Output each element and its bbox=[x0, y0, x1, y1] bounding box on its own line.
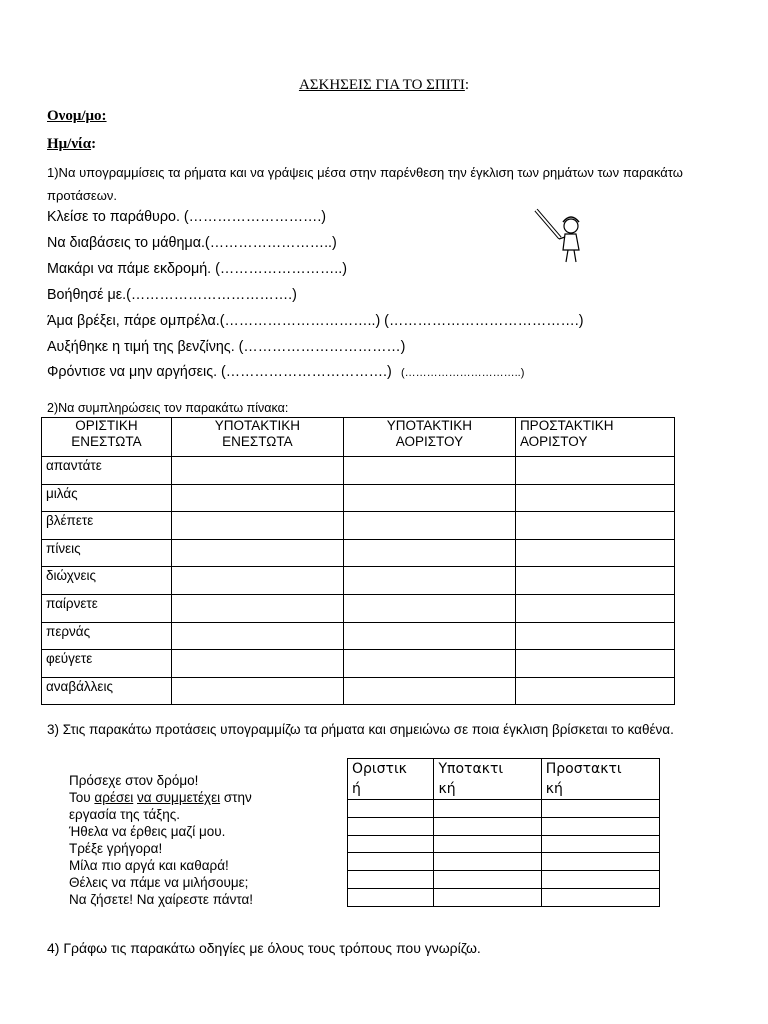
sentence-text: Μίλα πιο αργά και καθαρά! bbox=[69, 858, 229, 873]
table-row bbox=[42, 594, 675, 622]
exercise1-sentence bbox=[47, 287, 297, 303]
answer-cell[interactable] bbox=[541, 871, 659, 889]
answer-cell[interactable] bbox=[515, 594, 674, 622]
answer-cell[interactable] bbox=[348, 800, 434, 818]
exercise1-sentence bbox=[47, 313, 584, 329]
answer-cell[interactable] bbox=[348, 817, 434, 835]
sentence-text: Βοήθησέ με.(…………………………….) bbox=[47, 287, 297, 303]
answer-cell[interactable] bbox=[515, 650, 674, 678]
answer-cell[interactable] bbox=[434, 853, 541, 871]
answer-cell[interactable] bbox=[343, 594, 515, 622]
exercise2-instruction: 2)Να συμπληρώσεις τον παρακάτω πίνακα: bbox=[47, 401, 289, 415]
sentence-text: Αυξήθηκε η τιμή της βενζίνης. (……………………………) bbox=[47, 339, 406, 355]
column-header: ΟΡΙΣΤΙΚΗ ΕΝΕΣΤΩΤΑ bbox=[42, 418, 172, 457]
underlined-verb: αρέσει bbox=[94, 790, 134, 805]
name-label: Ονομ/μο: bbox=[47, 108, 107, 124]
table-row bbox=[42, 512, 675, 540]
conjugation-table bbox=[41, 417, 675, 705]
column-header: Προστακτι κή bbox=[541, 759, 659, 800]
answer-cell[interactable] bbox=[541, 800, 659, 818]
answer-cell[interactable] bbox=[541, 853, 659, 871]
answer-cell[interactable] bbox=[171, 677, 343, 705]
answer-cell[interactable] bbox=[434, 871, 541, 889]
answer-cell[interactable] bbox=[348, 888, 434, 906]
sentence-text: Του bbox=[69, 790, 95, 805]
table-row bbox=[42, 677, 675, 705]
answer-cell[interactable] bbox=[348, 853, 434, 871]
exercise3-sentence bbox=[69, 789, 253, 806]
answer-cell[interactable] bbox=[541, 888, 659, 906]
answer-cell[interactable] bbox=[515, 484, 674, 512]
answer-cell[interactable] bbox=[171, 457, 343, 485]
table-row bbox=[348, 835, 660, 853]
answer-cell[interactable] bbox=[343, 539, 515, 567]
verb-cell: απαντάτε bbox=[42, 457, 172, 485]
mood-table bbox=[347, 758, 660, 907]
date-label: Ημ/νία: bbox=[47, 136, 97, 152]
column-header: Οριστικ ή bbox=[348, 759, 434, 800]
sentence-text: Θέλεις να πάμε να μιλήσουμε; bbox=[69, 875, 249, 890]
answer-cell[interactable] bbox=[515, 677, 674, 705]
answer-cell[interactable] bbox=[343, 650, 515, 678]
sentence-text: Φρόντισε να μην αργήσεις. (…………………………….) bbox=[47, 364, 392, 380]
table-row bbox=[348, 817, 660, 835]
answer-cell[interactable] bbox=[171, 512, 343, 540]
sentence-text: Μακάρι να πάμε εκδρομή. (……………………..) bbox=[47, 261, 347, 277]
sentence-text: Να ζήσετε! Να χαίρεστε πάντα! bbox=[69, 892, 254, 907]
exercise1-sentence bbox=[47, 209, 326, 225]
table-header-row bbox=[348, 759, 660, 800]
exercise3-sentences bbox=[69, 772, 253, 908]
table-row bbox=[42, 622, 675, 650]
answer-cell[interactable] bbox=[343, 677, 515, 705]
answer-blank[interactable]: (…………………………..) bbox=[391, 367, 525, 379]
exercise1-sentence bbox=[47, 235, 337, 251]
answer-cell[interactable] bbox=[343, 512, 515, 540]
table-row bbox=[348, 871, 660, 889]
sentence-text: Να διαβάσεις το μάθημα.(……………………..) bbox=[47, 235, 337, 251]
underlined-verb: να συμμετέχει bbox=[137, 790, 221, 805]
answer-cell[interactable] bbox=[343, 567, 515, 595]
exercise1-sentence bbox=[47, 339, 405, 355]
table-row bbox=[42, 650, 675, 678]
table-row bbox=[42, 484, 675, 512]
answer-cell[interactable] bbox=[515, 567, 674, 595]
verb-cell: βλέπετε bbox=[42, 512, 172, 540]
sentence-text: Πρόσεχε στον δρόμο! bbox=[69, 773, 199, 788]
column-header: ΠΡΟΣΤΑΚΤΙΚΗ ΑΟΡΙΣΤΟΥ bbox=[515, 418, 674, 457]
exercise3-sentence bbox=[69, 772, 253, 789]
answer-cell[interactable] bbox=[171, 650, 343, 678]
exercise4-instruction: 4) Γράφω τις παρακάτω οδηγίες με όλους τους τρόπους που γνωρίζω. bbox=[47, 940, 481, 956]
table-row bbox=[348, 800, 660, 818]
verb-cell: πίνεις bbox=[42, 539, 172, 567]
table-row bbox=[348, 853, 660, 871]
answer-cell[interactable] bbox=[171, 567, 343, 595]
table-row bbox=[42, 567, 675, 595]
exercise3-sentence bbox=[69, 823, 253, 840]
answer-cell[interactable] bbox=[541, 817, 659, 835]
exercise1-instruction: 1)Να υπογραμμίσεις τα ρήματα και να γράψεις μέσα στην παρένθεση την έγκλιση των ρημάτων των παρακάτω προτάσεων. bbox=[47, 165, 683, 203]
exercise3-instruction: 3) Στις παρακάτω προτάσεις υπογραμμίζω τα ρήματα και σημειώνω σε ποια έγκλιση βρίσκεται το καθένα. bbox=[47, 722, 674, 737]
exercise3-sentence bbox=[69, 806, 253, 823]
sentence-text: στην bbox=[220, 790, 252, 805]
answer-cell[interactable] bbox=[515, 539, 674, 567]
exercise3-sentence bbox=[69, 840, 253, 857]
answer-cell[interactable] bbox=[434, 817, 541, 835]
answer-cell[interactable] bbox=[434, 835, 541, 853]
column-header: ΥΠΟΤΑΚΤΙΚΗ ΕΝΕΣΤΩΤΑ bbox=[171, 418, 343, 457]
answer-cell[interactable] bbox=[343, 484, 515, 512]
answer-cell[interactable] bbox=[348, 835, 434, 853]
sentence-text: Άμα βρέξει, πάρε ομπρέλα.(…………………………..) (………………………………….) bbox=[47, 313, 584, 329]
verb-cell: διώχνεις bbox=[42, 567, 172, 595]
answer-cell[interactable] bbox=[343, 622, 515, 650]
table-row bbox=[42, 457, 675, 485]
exercise3-sentence bbox=[69, 891, 253, 908]
sentence-text: εργασία της τάξης. bbox=[69, 807, 180, 822]
sentence-text: Τρέξε γρήγορα! bbox=[69, 841, 163, 856]
verb-cell: περνάς bbox=[42, 622, 172, 650]
sentence-text: Κλείσε το παράθυρο. (……………………….) bbox=[47, 209, 327, 225]
verb-cell: φεύγετε bbox=[42, 650, 172, 678]
verb-cell: παίρνετε bbox=[42, 594, 172, 622]
table-row bbox=[348, 888, 660, 906]
column-header: Υποτακτι κή bbox=[434, 759, 541, 800]
exercise1-sentence bbox=[47, 364, 524, 380]
answer-cell[interactable] bbox=[515, 457, 674, 485]
cartoon-girl-with-pencil-icon bbox=[530, 204, 590, 266]
answer-cell[interactable] bbox=[171, 594, 343, 622]
verb-cell: αναβάλλεις bbox=[42, 677, 172, 705]
answer-cell[interactable] bbox=[434, 888, 541, 906]
answer-cell[interactable] bbox=[348, 871, 434, 889]
answer-cell[interactable] bbox=[171, 484, 343, 512]
sentence-text: Ήθελα να έρθεις μαζί μου. bbox=[69, 824, 226, 839]
answer-cell[interactable] bbox=[171, 622, 343, 650]
exercise1-sentence bbox=[47, 261, 347, 277]
answer-cell[interactable] bbox=[515, 622, 674, 650]
exercise3-sentence bbox=[69, 857, 253, 874]
verb-cell: μιλάς bbox=[42, 484, 172, 512]
answer-cell[interactable] bbox=[515, 512, 674, 540]
answer-cell[interactable] bbox=[343, 457, 515, 485]
answer-cell[interactable] bbox=[434, 800, 541, 818]
table-row bbox=[42, 539, 675, 567]
exercise3-sentence bbox=[69, 874, 253, 891]
page-title: ΑΣΚΗΣΕΙΣ ΓΙΑ ΤΟ ΣΠΙΤΙ: bbox=[298, 77, 470, 93]
answer-cell[interactable] bbox=[541, 835, 659, 853]
column-header: ΥΠΟΤΑΚΤΙΚΗ ΑΟΡΙΣΤΟΥ bbox=[343, 418, 515, 457]
answer-cell[interactable] bbox=[171, 539, 343, 567]
